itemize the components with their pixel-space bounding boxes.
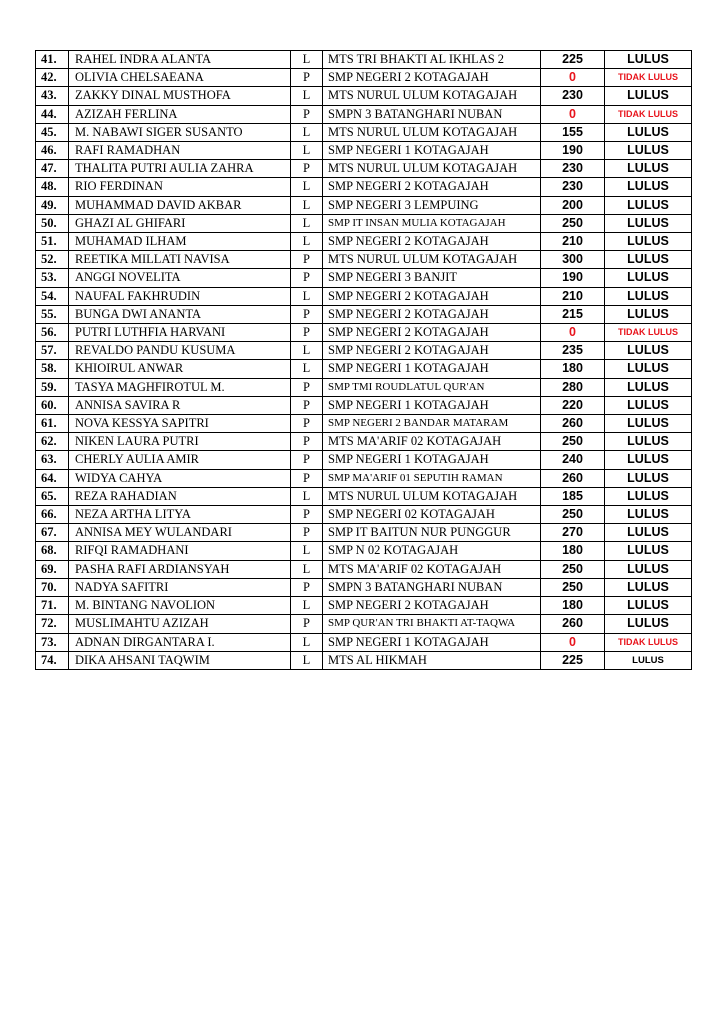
row-number: 60. (36, 396, 69, 414)
score-cell: 250 (541, 506, 605, 524)
school-origin: MTS NURUL ULUM KOTAGAJAH (323, 87, 541, 105)
school-origin: SMP N 02 KOTAGAJAH (323, 542, 541, 560)
row-number: 50. (36, 214, 69, 232)
table-row (36, 324, 692, 342)
student-name: DIKA AHSANI TAQWIM (69, 651, 291, 669)
student-name: NAUFAL FAKHRUDIN (69, 287, 291, 305)
row-number: 55. (36, 305, 69, 323)
school-origin: SMP IT INSAN MULIA KOTAGAJAH (323, 214, 541, 232)
school-origin: SMP NEGERI 1 KOTAGAJAH (323, 360, 541, 378)
status-cell: LULUS (605, 123, 692, 141)
table-row (36, 597, 692, 615)
student-name: ZAKKY DINAL MUSTHOFA (69, 87, 291, 105)
school-origin: MTS NURUL ULUM KOTAGAJAH (323, 251, 541, 269)
status-cell: LULUS (605, 542, 692, 560)
gender-cell: P (291, 305, 323, 323)
gender-cell: P (291, 378, 323, 396)
row-number: 64. (36, 469, 69, 487)
table-row (36, 360, 692, 378)
student-name: TASYA MAGHFIROTUL M. (69, 378, 291, 396)
row-number: 48. (36, 178, 69, 196)
gender-cell: P (291, 615, 323, 633)
score-cell: 250 (541, 560, 605, 578)
score-cell: 190 (541, 142, 605, 160)
score-cell: 260 (541, 415, 605, 433)
score-cell: 250 (541, 433, 605, 451)
student-name: RAHEL INDRA ALANTA (69, 51, 291, 69)
gender-cell: P (291, 269, 323, 287)
school-origin: SMP NEGERI 2 KOTAGAJAH (323, 305, 541, 323)
results-table (35, 50, 692, 670)
status-cell: TIDAK LULUS (605, 633, 692, 651)
status-cell: LULUS (605, 214, 692, 232)
school-origin: SMP TMI ROUDLATUL QUR'AN (323, 378, 541, 396)
table-row (36, 451, 692, 469)
student-name: M. NABAWI SIGER SUSANTO (69, 123, 291, 141)
school-origin: SMP NEGERI 1 KOTAGAJAH (323, 142, 541, 160)
row-number: 58. (36, 360, 69, 378)
score-cell: 250 (541, 214, 605, 232)
table-row (36, 142, 692, 160)
status-cell: LULUS (605, 178, 692, 196)
student-name: PASHA RAFI ARDIANSYAH (69, 560, 291, 578)
student-name: ADNAN DIRGANTARA I. (69, 633, 291, 651)
gender-cell: P (291, 433, 323, 451)
gender-cell: P (291, 469, 323, 487)
status-cell: TIDAK LULUS (605, 69, 692, 87)
student-name: REETIKA MILLATI NAVISA (69, 251, 291, 269)
school-origin: SMP IT BAITUN NUR PUNGGUR (323, 524, 541, 542)
school-origin: SMP NEGERI 2 KOTAGAJAH (323, 342, 541, 360)
score-cell: 190 (541, 269, 605, 287)
student-name: BUNGA DWI ANANTA (69, 305, 291, 323)
school-origin: SMP NEGERI 2 KOTAGAJAH (323, 597, 541, 615)
status-cell: LULUS (605, 597, 692, 615)
school-origin: MTS MA'ARIF 02 KOTAGAJAH (323, 433, 541, 451)
student-name: REZA RAHADIAN (69, 487, 291, 505)
score-cell: 0 (541, 324, 605, 342)
table-row (36, 433, 692, 451)
gender-cell: P (291, 251, 323, 269)
gender-cell: L (291, 342, 323, 360)
table-row (36, 615, 692, 633)
status-cell: LULUS (605, 433, 692, 451)
student-name: MUSLIMAHTU AZIZAH (69, 615, 291, 633)
school-origin: SMPN 3 BATANGHARI NUBAN (323, 105, 541, 123)
student-name: NADYA SAFITRI (69, 578, 291, 596)
school-origin: MTS MA'ARIF 02 KOTAGAJAH (323, 560, 541, 578)
table-row (36, 542, 692, 560)
score-cell: 215 (541, 305, 605, 323)
gender-cell: P (291, 578, 323, 596)
row-number: 49. (36, 196, 69, 214)
score-cell: 0 (541, 69, 605, 87)
status-cell: LULUS (605, 578, 692, 596)
row-number: 70. (36, 578, 69, 596)
gender-cell: L (291, 360, 323, 378)
school-origin: SMPN 3 BATANGHARI NUBAN (323, 578, 541, 596)
table-row (36, 69, 692, 87)
school-origin: SMP NEGERI 1 KOTAGAJAH (323, 633, 541, 651)
school-origin: SMP NEGERI 2 KOTAGAJAH (323, 324, 541, 342)
score-cell: 210 (541, 233, 605, 251)
row-number: 73. (36, 633, 69, 651)
student-name: NOVA KESSYA SAPITRI (69, 415, 291, 433)
status-cell: LULUS (605, 615, 692, 633)
row-number: 72. (36, 615, 69, 633)
student-name: ANNISA MEY WULANDARI (69, 524, 291, 542)
status-cell: LULUS (605, 451, 692, 469)
student-name: M. BINTANG NAVOLION (69, 597, 291, 615)
score-cell: 180 (541, 542, 605, 560)
gender-cell: P (291, 160, 323, 178)
gender-cell: P (291, 415, 323, 433)
status-cell: LULUS (605, 415, 692, 433)
score-cell: 270 (541, 524, 605, 542)
student-name: KHIOIRUL ANWAR (69, 360, 291, 378)
school-origin: SMP NEGERI 2 KOTAGAJAH (323, 178, 541, 196)
student-name: OLIVIA CHELSAEANA (69, 69, 291, 87)
table-row (36, 578, 692, 596)
student-name: GHAZI AL GHIFARI (69, 214, 291, 232)
score-cell: 0 (541, 633, 605, 651)
student-name: RIO FERDINAN (69, 178, 291, 196)
gender-cell: L (291, 233, 323, 251)
student-name: ANGGI NOVELITA (69, 269, 291, 287)
table-row (36, 469, 692, 487)
row-number: 45. (36, 123, 69, 141)
score-cell: 260 (541, 469, 605, 487)
row-number: 43. (36, 87, 69, 105)
table-row (36, 487, 692, 505)
table-row (36, 51, 692, 69)
student-name: PUTRI LUTHFIA HARVANI (69, 324, 291, 342)
school-origin: SMP NEGERI 02 KOTAGAJAH (323, 506, 541, 524)
gender-cell: L (291, 633, 323, 651)
score-cell: 280 (541, 378, 605, 396)
row-number: 52. (36, 251, 69, 269)
student-name: CHERLY AULIA AMIR (69, 451, 291, 469)
gender-cell: P (291, 524, 323, 542)
gender-cell: L (291, 287, 323, 305)
school-origin: SMP NEGERI 1 KOTAGAJAH (323, 451, 541, 469)
gender-cell: P (291, 69, 323, 87)
status-cell: LULUS (605, 87, 692, 105)
table-row (36, 396, 692, 414)
gender-cell: L (291, 597, 323, 615)
row-number: 66. (36, 506, 69, 524)
status-cell: TIDAK LULUS (605, 105, 692, 123)
row-number: 41. (36, 51, 69, 69)
table-row (36, 105, 692, 123)
score-cell: 155 (541, 123, 605, 141)
student-name: MUHAMMAD DAVID AKBAR (69, 196, 291, 214)
score-cell: 210 (541, 287, 605, 305)
gender-cell: L (291, 560, 323, 578)
status-cell: LULUS (605, 160, 692, 178)
score-cell: 230 (541, 160, 605, 178)
table-row (36, 251, 692, 269)
school-origin: SMP NEGERI 2 BANDAR MATARAM (323, 415, 541, 433)
score-cell: 220 (541, 396, 605, 414)
score-cell: 180 (541, 360, 605, 378)
table-row (36, 651, 692, 669)
student-name: REVALDO PANDU KUSUMA (69, 342, 291, 360)
status-cell: LULUS (605, 269, 692, 287)
status-cell: LULUS (605, 560, 692, 578)
school-origin: SMP NEGERI 3 LEMPUING (323, 196, 541, 214)
status-cell: LULUS (605, 524, 692, 542)
status-cell: LULUS (605, 51, 692, 69)
status-cell: LULUS (605, 378, 692, 396)
table-row (36, 305, 692, 323)
school-origin: MTS AL HIKMAH (323, 651, 541, 669)
status-cell: LULUS (605, 287, 692, 305)
score-cell: 225 (541, 651, 605, 669)
status-cell: LULUS (605, 342, 692, 360)
gender-cell: L (291, 651, 323, 669)
school-origin: SMP MA'ARIF 01 SEPUTIH RAMAN (323, 469, 541, 487)
score-cell: 230 (541, 178, 605, 196)
gender-cell: P (291, 451, 323, 469)
student-name: WIDYA CAHYA (69, 469, 291, 487)
status-cell: LULUS (605, 487, 692, 505)
table-row (36, 415, 692, 433)
row-number: 74. (36, 651, 69, 669)
status-cell: LULUS (605, 196, 692, 214)
table-row (36, 160, 692, 178)
score-cell: 200 (541, 196, 605, 214)
school-origin: SMP NEGERI 2 KOTAGAJAH (323, 287, 541, 305)
school-origin: MTS NURUL ULUM KOTAGAJAH (323, 487, 541, 505)
row-number: 56. (36, 324, 69, 342)
status-cell: LULUS (605, 233, 692, 251)
row-number: 69. (36, 560, 69, 578)
school-origin: SMP NEGERI 3 BANJIT (323, 269, 541, 287)
results-table-body (36, 51, 692, 670)
table-row (36, 123, 692, 141)
row-number: 57. (36, 342, 69, 360)
student-name: THALITA PUTRI AULIA ZAHRA (69, 160, 291, 178)
gender-cell: P (291, 105, 323, 123)
row-number: 65. (36, 487, 69, 505)
score-cell: 180 (541, 597, 605, 615)
score-cell: 235 (541, 342, 605, 360)
school-origin: SMP NEGERI 2 KOTAGAJAH (323, 69, 541, 87)
row-number: 47. (36, 160, 69, 178)
student-name: MUHAMAD ILHAM (69, 233, 291, 251)
table-row (36, 178, 692, 196)
student-name: NEZA ARTHA LITYA (69, 506, 291, 524)
table-row (36, 506, 692, 524)
student-name: AZIZAH FERLINA (69, 105, 291, 123)
student-name: RIFQI RAMADHANI (69, 542, 291, 560)
gender-cell: L (291, 542, 323, 560)
table-row (36, 87, 692, 105)
gender-cell: L (291, 87, 323, 105)
row-number: 59. (36, 378, 69, 396)
status-cell: LULUS (605, 360, 692, 378)
gender-cell: L (291, 51, 323, 69)
status-cell: LULUS (605, 305, 692, 323)
gender-cell: L (291, 123, 323, 141)
table-row (36, 560, 692, 578)
status-cell: LULUS (605, 651, 692, 669)
gender-cell: P (291, 506, 323, 524)
table-row (36, 524, 692, 542)
status-cell: LULUS (605, 469, 692, 487)
row-number: 54. (36, 287, 69, 305)
school-origin: SMP NEGERI 2 KOTAGAJAH (323, 233, 541, 251)
school-origin: MTS NURUL ULUM KOTAGAJAH (323, 123, 541, 141)
row-number: 46. (36, 142, 69, 160)
table-row (36, 196, 692, 214)
row-number: 44. (36, 105, 69, 123)
score-cell: 250 (541, 578, 605, 596)
row-number: 42. (36, 69, 69, 87)
score-cell: 230 (541, 87, 605, 105)
row-number: 67. (36, 524, 69, 542)
table-row (36, 378, 692, 396)
gender-cell: P (291, 324, 323, 342)
gender-cell: P (291, 396, 323, 414)
gender-cell: L (291, 196, 323, 214)
status-cell: LULUS (605, 142, 692, 160)
row-number: 51. (36, 233, 69, 251)
table-row (36, 233, 692, 251)
status-cell: LULUS (605, 506, 692, 524)
gender-cell: L (291, 214, 323, 232)
student-name: RAFI RAMADHAN (69, 142, 291, 160)
school-origin: MTS TRI BHAKTI AL IKHLAS 2 (323, 51, 541, 69)
status-cell: TIDAK LULUS (605, 324, 692, 342)
score-cell: 185 (541, 487, 605, 505)
gender-cell: L (291, 178, 323, 196)
status-cell: LULUS (605, 251, 692, 269)
score-cell: 300 (541, 251, 605, 269)
table-row (36, 214, 692, 232)
school-origin: MTS NURUL ULUM KOTAGAJAH (323, 160, 541, 178)
row-number: 68. (36, 542, 69, 560)
gender-cell: L (291, 487, 323, 505)
score-cell: 225 (541, 51, 605, 69)
school-origin: SMP QUR'AN TRI BHAKTI AT-TAQWA (323, 615, 541, 633)
table-row (36, 287, 692, 305)
school-origin: SMP NEGERI 1 KOTAGAJAH (323, 396, 541, 414)
row-number: 71. (36, 597, 69, 615)
gender-cell: L (291, 142, 323, 160)
student-name: ANNISA SAVIRA R (69, 396, 291, 414)
row-number: 53. (36, 269, 69, 287)
table-row (36, 633, 692, 651)
score-cell: 0 (541, 105, 605, 123)
table-row (36, 342, 692, 360)
student-name: NIKEN LAURA PUTRI (69, 433, 291, 451)
row-number: 62. (36, 433, 69, 451)
status-cell: LULUS (605, 396, 692, 414)
table-row (36, 269, 692, 287)
score-cell: 260 (541, 615, 605, 633)
row-number: 61. (36, 415, 69, 433)
score-cell: 240 (541, 451, 605, 469)
row-number: 63. (36, 451, 69, 469)
